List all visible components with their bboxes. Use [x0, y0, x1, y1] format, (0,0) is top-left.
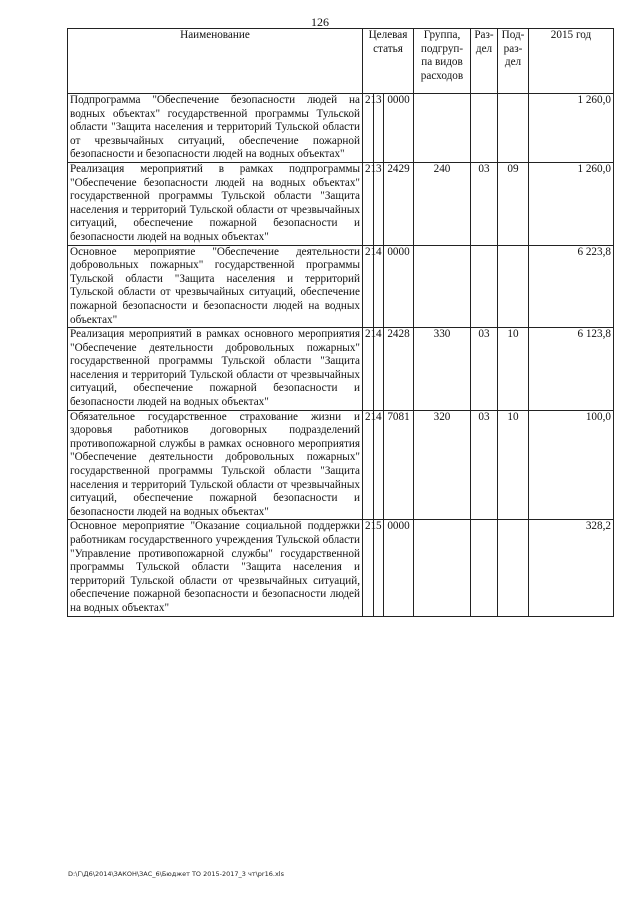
row-group: 240 [414, 162, 471, 245]
table-row [68, 328, 614, 411]
row-subsection [498, 520, 529, 616]
row-code-direction: 2429 [384, 162, 414, 245]
page-number: 126 [311, 15, 329, 29]
row-code-direction: 7081 [384, 410, 414, 520]
row-code-program: 21 [363, 410, 374, 520]
row-amount: 6 123,8 [529, 328, 614, 411]
header-expense-group: Группа, подгруп-па видов расходов [414, 29, 471, 94]
table-row [68, 162, 614, 245]
row-subsection: 10 [498, 328, 529, 411]
row-code-subprogram: 3 [374, 94, 384, 163]
row-subsection: 10 [498, 410, 529, 520]
budget-table [67, 28, 614, 617]
row-section [471, 520, 498, 616]
row-code-program: 21 [363, 94, 374, 163]
row-section [471, 94, 498, 163]
row-code-program: 21 [363, 520, 374, 616]
row-code-program: 21 [363, 328, 374, 411]
file-path-footer: D:\Г\Д6\2014\ЗАКОН\ЗАС_6\Бюджет ТО 2015-2017_3 чт\pr16.xls [68, 870, 284, 878]
table-row [68, 94, 614, 163]
row-code-direction: 0000 [384, 520, 414, 616]
row-subsection [498, 94, 529, 163]
row-name: Основное мероприятие "Обеспечение деятельности добровольных пожарных" государственной программы Тульской области "Защита населения и территорий Тульской области от чрезвычайных ситуаций, обеспечение пожарной безопасности и безопасности людей на водных объектах" [68, 245, 363, 328]
header-name: Наименование [68, 29, 363, 94]
row-section: 03 [471, 162, 498, 245]
row-code-direction: 2428 [384, 328, 414, 411]
row-code-subprogram: 4 [374, 328, 384, 411]
row-code-direction: 0000 [384, 245, 414, 328]
row-code-subprogram: 3 [374, 162, 384, 245]
row-section: 03 [471, 328, 498, 411]
table-row [68, 520, 614, 616]
row-code-direction: 0000 [384, 94, 414, 163]
row-amount: 328,2 [529, 520, 614, 616]
row-group [414, 94, 471, 163]
row-code-program: 21 [363, 162, 374, 245]
row-section: 03 [471, 410, 498, 520]
row-name: Реализация мероприятий в рамках подпрограммы "Обеспечение безопасности людей на водных объектах" государственной программы Тульской области "Защита населения и территорий Тульской области от чрезвычайных ситуаций, обеспечение пожарной безопасности и безопасности людей на водных объектах" [68, 162, 363, 245]
row-group: 330 [414, 328, 471, 411]
row-group: 320 [414, 410, 471, 520]
row-name: Подпрограмма "Обеспечение безопасности людей на водных объектах" государственной программы Тульской области "Защита населения и территорий Тульской области от чрезвычайных ситуаций, обеспечение пожарной безопасности и безопасности людей на водных объектах" [68, 94, 363, 163]
row-code-subprogram: 4 [374, 245, 384, 328]
row-group [414, 245, 471, 328]
header-year: 2015 год [529, 29, 614, 94]
row-name: Обязательное государственное страхование жизни и здоровья работников договорных подразделений противопожарной службы в рамках основного мероприятия "Обеспечение деятельности добровольных пожарных" государственной программы Тульской области "Защита населения и территорий Тульской области от чрезвычайных ситуаций, обеспечение пожарной безопасности и безопасности людей на водных объектах" [68, 410, 363, 520]
header-subsection: Под-раз-дел [498, 29, 529, 94]
table-row [68, 245, 614, 328]
row-amount: 100,0 [529, 410, 614, 520]
row-code-program: 21 [363, 245, 374, 328]
row-amount: 1 260,0 [529, 94, 614, 163]
row-code-subprogram: 5 [374, 520, 384, 616]
row-group [414, 520, 471, 616]
row-code-subprogram: 4 [374, 410, 384, 520]
row-amount: 1 260,0 [529, 162, 614, 245]
row-name: Реализация мероприятий в рамках основного мероприятия "Обеспечение деятельности добровольных пожарных" государственной программы Тульской области "Защита населения и территорий Тульской области от чрезвычайных ситуаций, обеспечение пожарной безопасности и безопасности людей на водных объектах" [68, 328, 363, 411]
row-section [471, 245, 498, 328]
table-row [68, 410, 614, 520]
row-name: Основное мероприятие "Оказание социальной поддержки работникам государственного учреждения Тульской области "Управление противопожарной службы" государственной программы Тульской области "Защита населения и территорий Тульской области от чрезвычайных ситуаций, обеспечение пожарной безопасности и безопасности людей на водных объектах" [68, 520, 363, 616]
header-target-article: Целевая статья [363, 29, 414, 94]
row-amount: 6 223,8 [529, 245, 614, 328]
header-section: Раз-дел [471, 29, 498, 94]
row-subsection [498, 245, 529, 328]
table-header-row [68, 29, 614, 94]
row-subsection: 09 [498, 162, 529, 245]
